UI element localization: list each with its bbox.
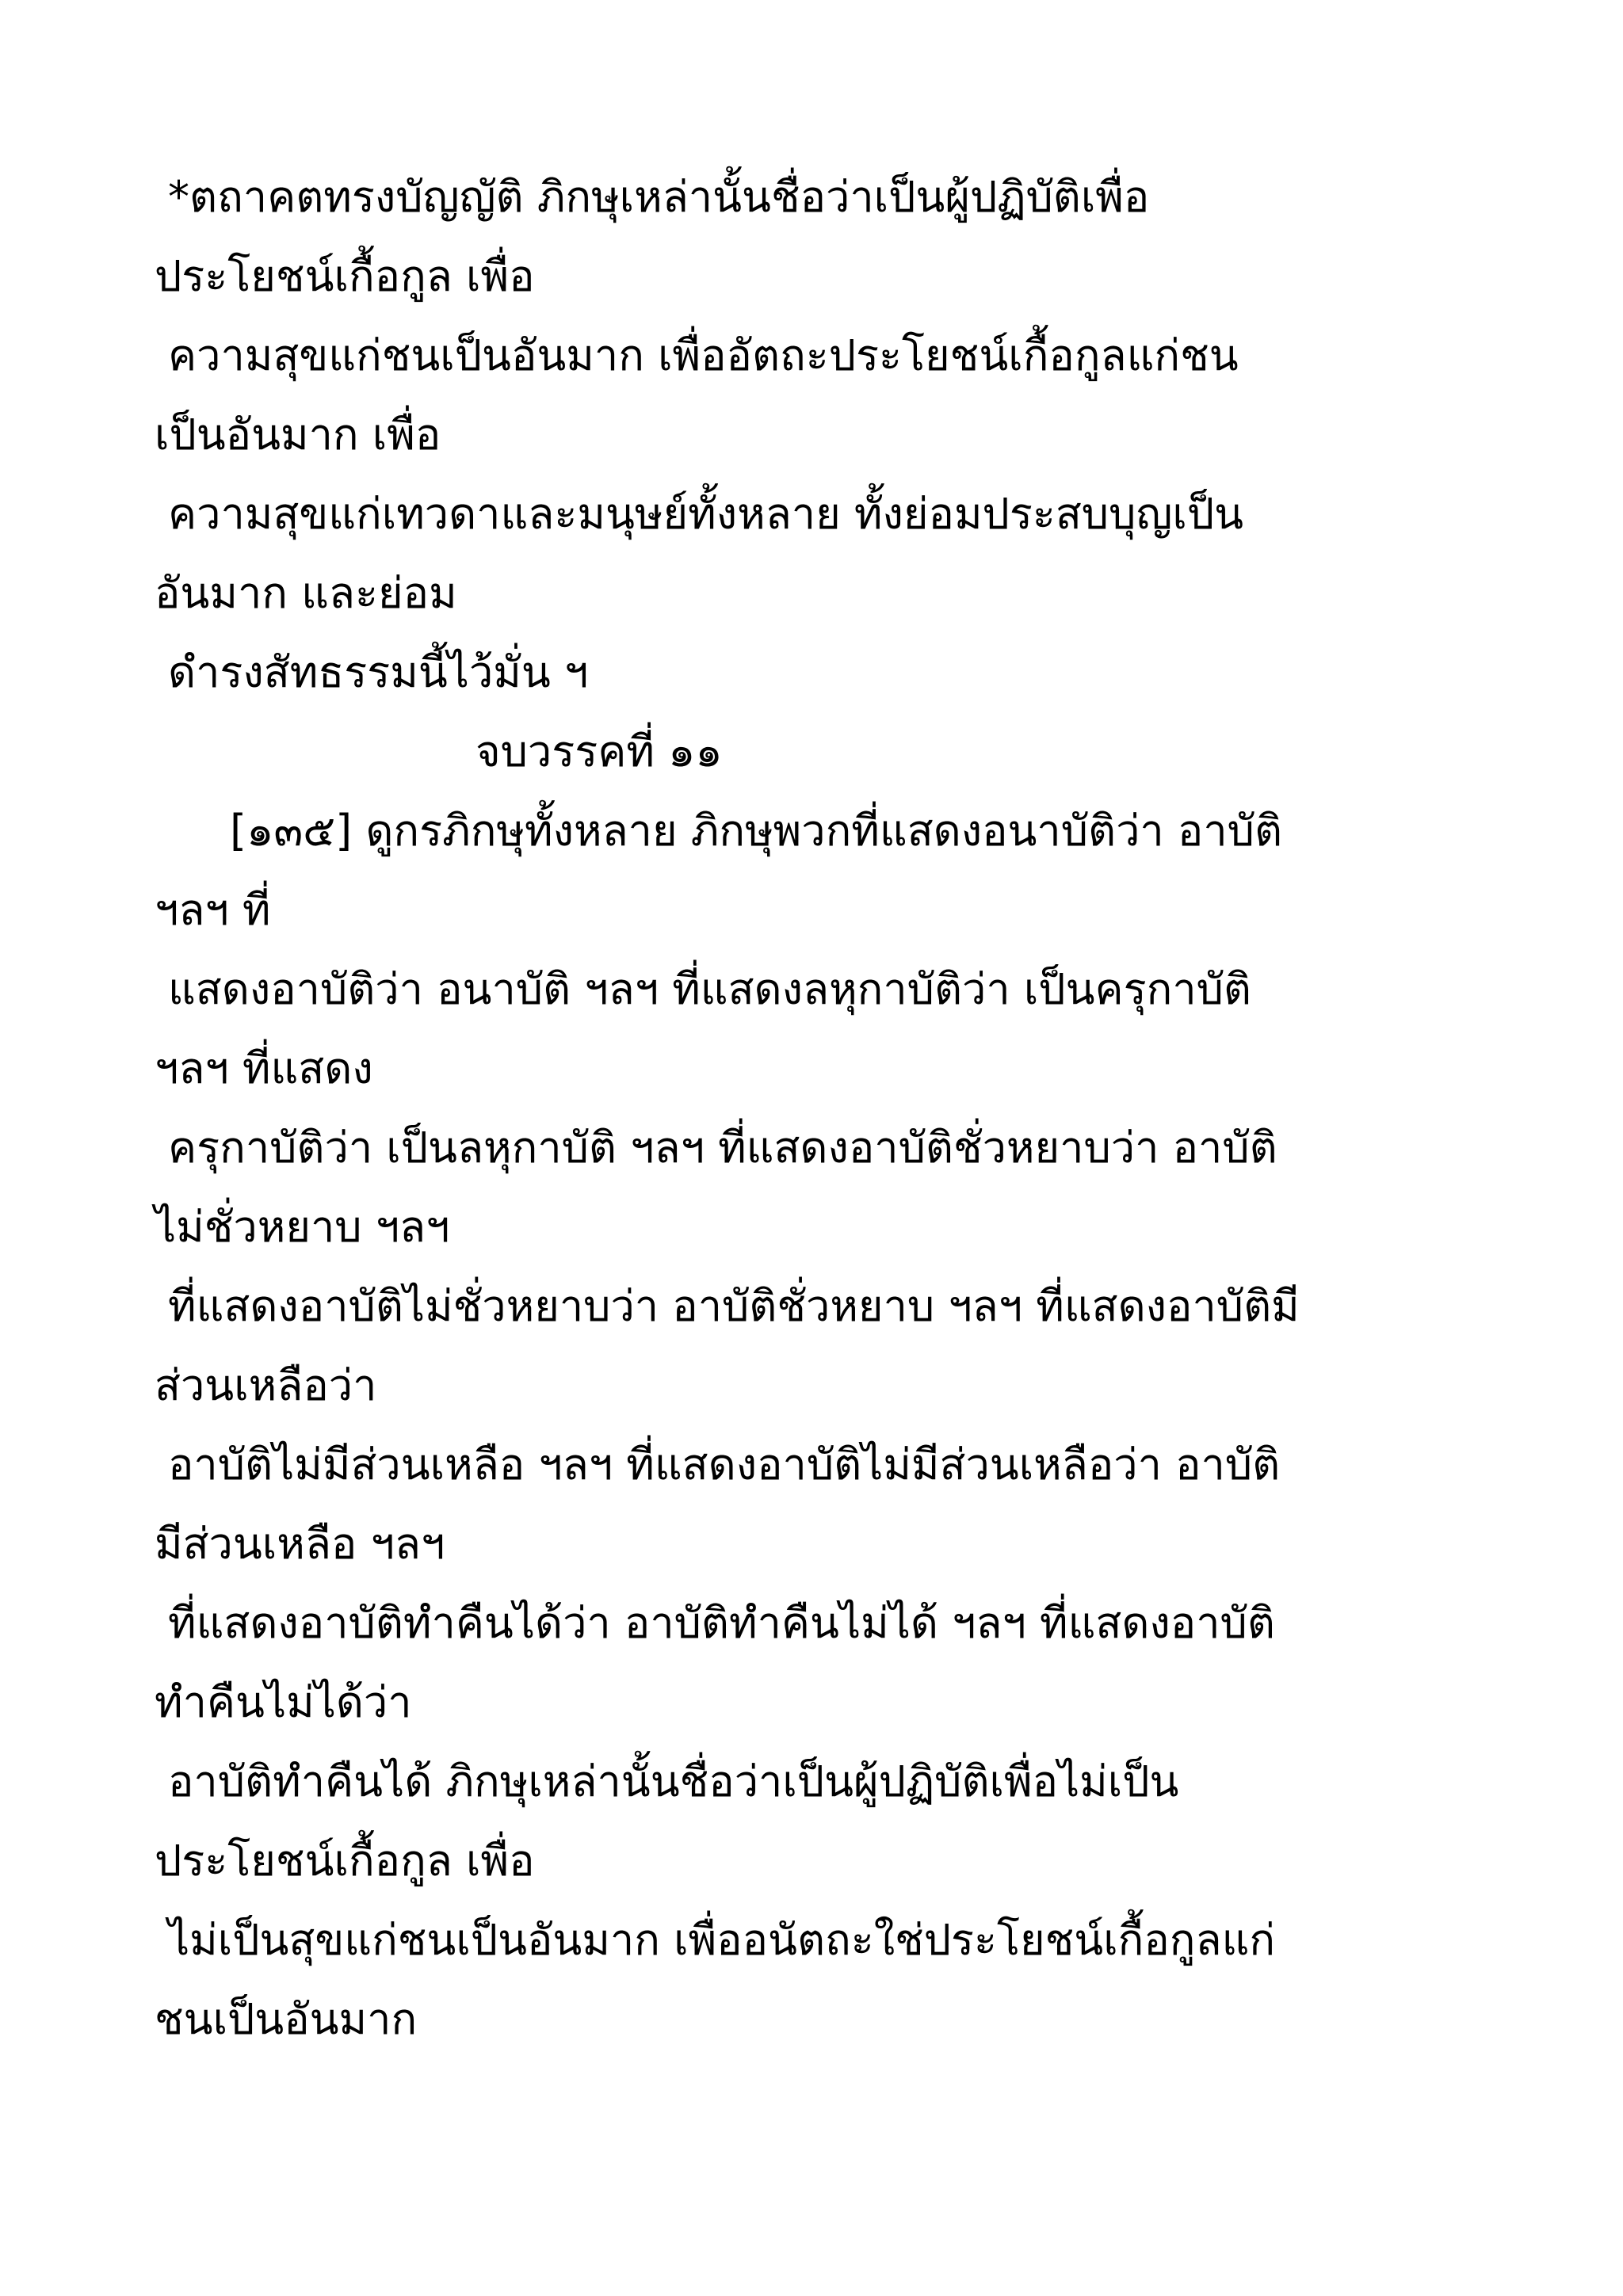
text-line: ส่วนเหลือว่า [155,1360,377,1410]
text-line: อาบัติทำคืนได้ ภิกษุเหล่านั้นชื่อว่าเป็นผู้ปฏิบัติเพื่อไม่เป็น [168,1756,1179,1806]
text-line: ความสุขแก่เทวดาและมนุษย์ทั้งหลาย ทั้งย่อมประสบบุญเป็น [168,489,1244,539]
text-line: ชนเป็นอันมาก [155,1994,418,2044]
text-line: ความสุขแก่ชนเป็นอันมาก เพื่ออัตถะประโยชน์เกื้อกูลแก่ชน [168,330,1239,380]
text-line: ทำคืนไม่ได้ว่า [155,1677,412,1727]
text-line: ครุกาบัติว่า เป็นลหุกาบัติ ฯลฯ ที่แสดงอาบัติชั่วหยาบว่า อาบัติ [168,1123,1277,1173]
chapter-heading: จบวรรคที่ ๑๑ [475,727,723,776]
text-line: เป็นอันมาก เพื่อ [155,410,441,460]
text-line: ประโยชน์เกื้อกูล เพื่อ [155,1836,535,1886]
text-line: ดำรงสัทธรรมนี้ไว้มั่น ฯ [168,647,589,697]
text-line: อาบัติไม่มีส่วนเหลือ ฯลฯ ที่แสดงอาบัติไม่มีส่วนเหลือว่า อาบัติ [168,1440,1281,1489]
text-line: ฯลฯ ที่ [155,885,271,935]
text-line: ที่แสดงอาบัติทำคืนได้ว่า อาบัติทำคืนไม่ได้ ฯลฯ ที่แสดงอาบัติ [168,1598,1275,1648]
text-line: ที่แสดงอาบัติไม่ชั่วหยาบว่า อาบัติชั่วหยาบ ฯลฯ ที่แสดงอาบัติมี [168,1281,1300,1331]
text-line: *ตถาคตทรงบัญญัติ ภิกษุเหล่านั้นชื่อว่าเป็นผู้ปฏิบัติเพื่อ [168,172,1150,222]
text-line: ไม่ชั่วหยาบ ฯลฯ [155,1202,450,1252]
text-line: ฯลฯ ที่แสดง [155,1043,373,1093]
text-line: [๑๓๕] ดูกรภิกษุทั้งหลาย ภิกษุพวกที่แสดงอนาบัติว่า อาบัติ [230,806,1283,856]
text-line: อันมาก และย่อม [155,568,457,618]
text-line: ไม่เป็นสุขแก่ชนเป็นอันมาก เพื่ออนัตถะใช่ประโยชน์เกื้อกูลแก่ [168,1915,1276,1965]
text-line: แสดงอาบัติว่า อนาบัติ ฯลฯ ที่แสดงลหุกาบัติว่า เป็นครุกาบัติ [168,964,1251,1014]
text-line: มีส่วนเหลือ ฯลฯ [155,1519,445,1569]
text-line: ประโยชน์เกื้อกูล เพื่อ [155,251,535,301]
